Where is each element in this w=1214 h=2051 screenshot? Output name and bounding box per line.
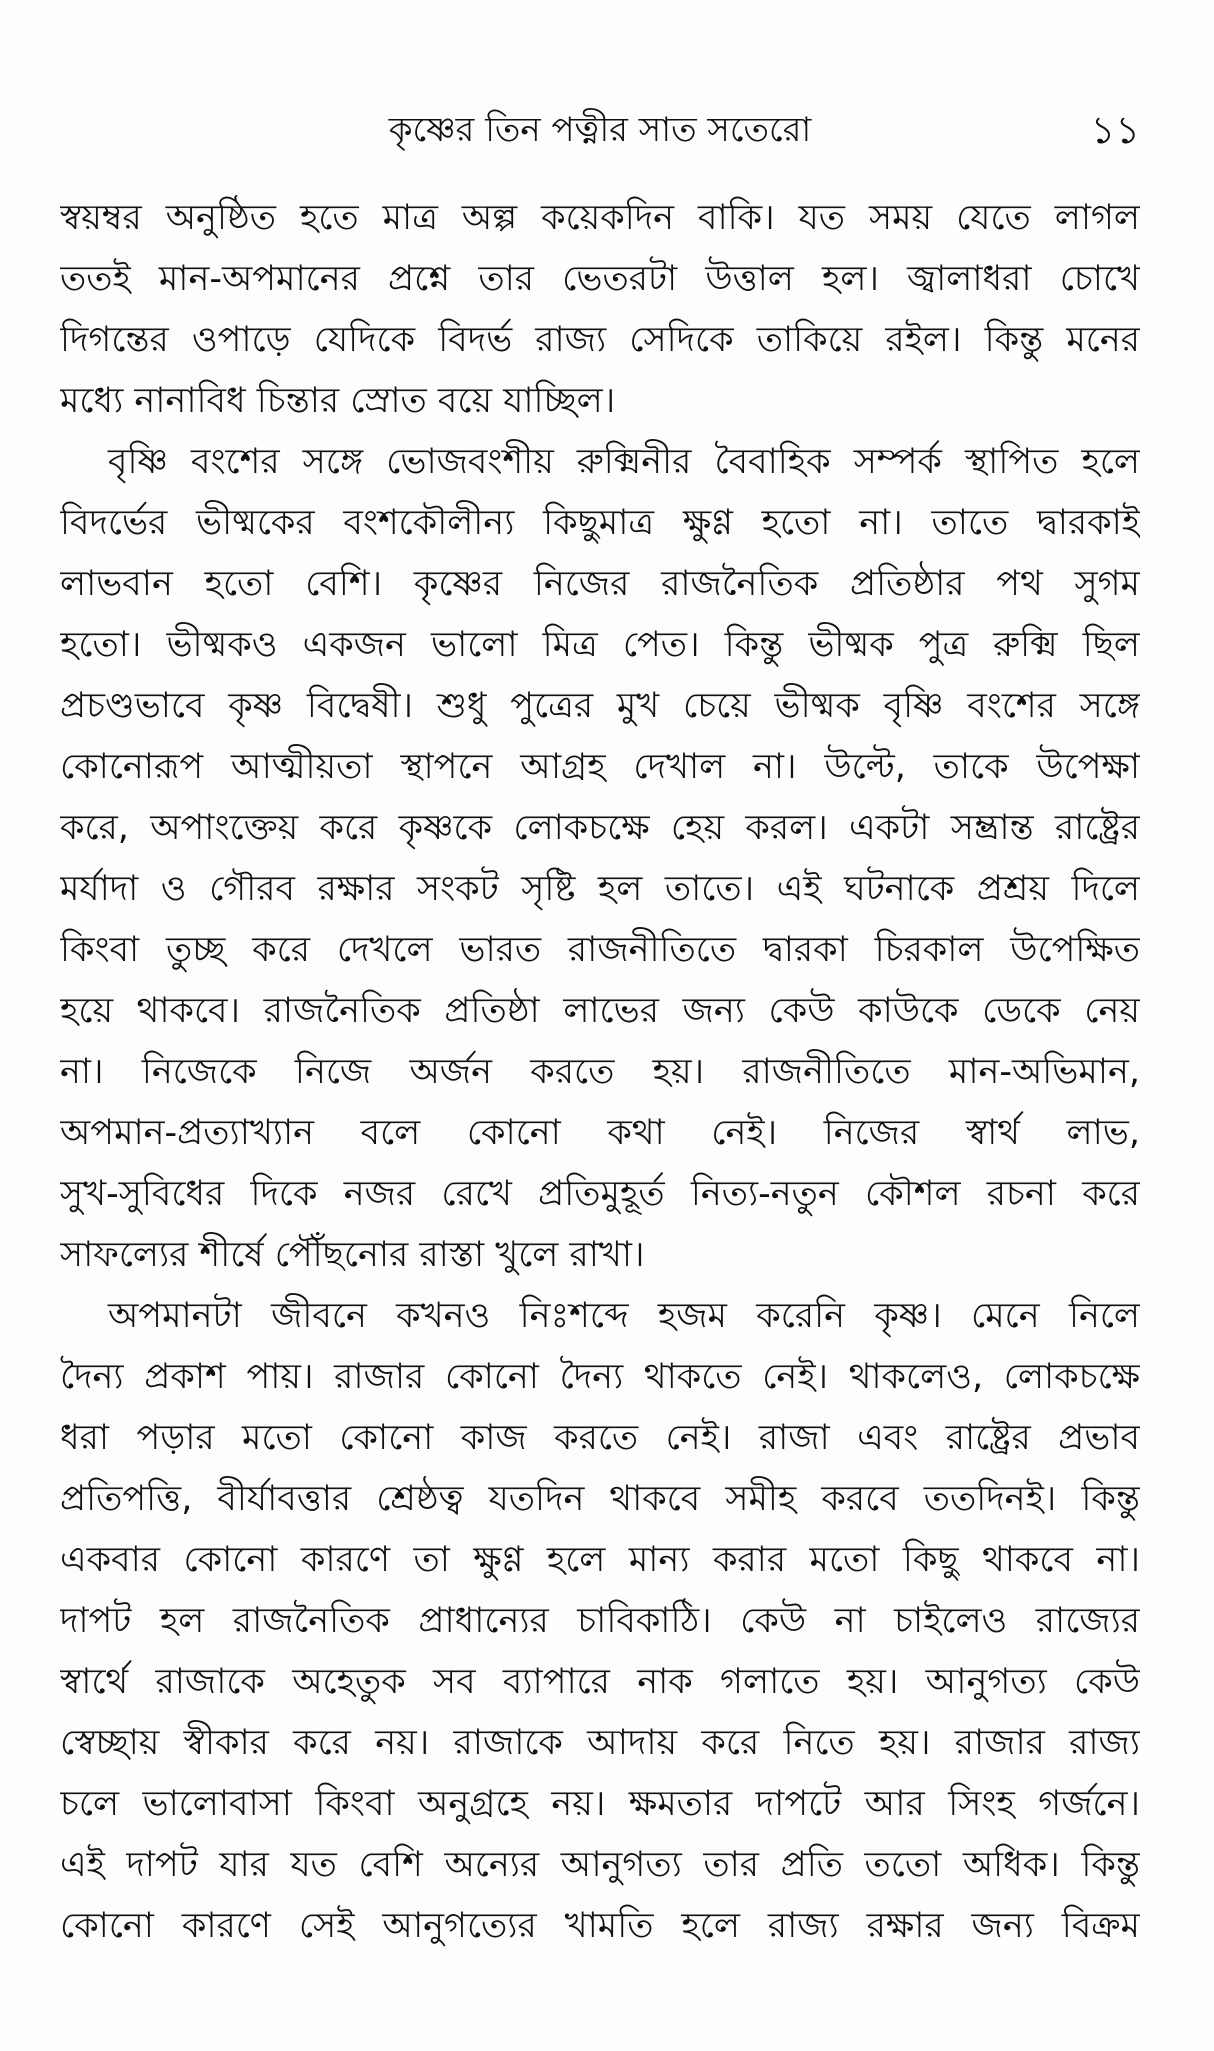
text-line: এই দাপট যার যত বেশি অন্যের আনুগত্য তার প্রতি ততো অধিক। কিন্তু [60, 1845, 1140, 1885]
text-line: হতো। ভীষ্মকও একজন ভালো মিত্র পেত। কিন্তু ভীষ্মক পুত্র রুক্মি ছিল [60, 625, 1140, 665]
text-line: স্বেচ্ছায় স্বীকার করে নয়। রাজাকে আদায় করে নিতে হয়। রাজার রাজ্য [60, 1723, 1140, 1763]
text-line: দাপট হল রাজনৈতিক প্রাধান্যের চাবিকাঠি। কেউ না চাইলেও রাজ্যের [60, 1601, 1140, 1641]
page-header [60, 100, 1140, 160]
text-line: মর্যাদা ও গৌরব রক্ষার সংকট সৃষ্টি হল তাতে। এই ঘটনাকে প্রশ্রয় দিলে [60, 869, 1140, 909]
text-line: মধ্যে নানাবিধ চিন্তার স্রোত বয়ে যাচ্ছিল। [60, 381, 616, 421]
paragraph-3 [60, 1286, 1140, 1957]
text-line: চলে ভালোবাসা কিংবা অনুগ্রহে নয়। ক্ষমতার দাপটে আর সিংহ গর্জনে। [60, 1784, 1140, 1824]
text-line: প্রতিপত্তি, বীর্যাবত্তার শ্রেষ্ঠত্ব যতদিন থাকবে সমীহ করবে ততদিনই। কিন্তু [60, 1479, 1140, 1519]
text-line: কিংবা তুচ্ছ করে দেখলে ভারত রাজনীতিতে দ্বারকা চিরকাল উপেক্ষিত [60, 930, 1140, 970]
running-title: কৃষ্ণের তিন পত্নীর সাত সতেরো [388, 110, 812, 150]
paragraph-1 [60, 188, 1140, 432]
body-text [60, 188, 1140, 1957]
text-line: সুখ-সুবিধের দিকে নজর রেখে প্রতিমুহূর্ত নিত্য-নতুন কৌশল রচনা করে [60, 1174, 1140, 1214]
text-line: বৃষ্ণি বংশের সঙ্গে ভোজবংশীয় রুক্মিনীর বৈবাহিক সম্পর্ক স্থাপিত হলে [108, 442, 1140, 482]
page-number: ১১ [1090, 108, 1140, 152]
text-line: করে, অপাংক্তেয় করে কৃষ্ণকে লোকচক্ষে হেয় করল। একটা সম্ভ্রান্ত রাষ্ট্রের [60, 808, 1140, 848]
text-line: কোনো কারণে সেই আনুগত্যের খামতি হলে রাজ্য রক্ষার জন্য বিক্রম [60, 1906, 1140, 1946]
text-line: ততই মান-অপমানের প্রশ্নে তার ভেতরটা উত্তাল হল। জ্বালাধরা চোখে [60, 259, 1140, 299]
text-line: স্বার্থে রাজাকে অহেতুক সব ব্যাপারে নাক গলাতে হয়। আনুগত্য কেউ [60, 1662, 1140, 1702]
text-line: প্রচণ্ডভাবে কৃষ্ণ বিদ্বেষী। শুধু পুত্রের মুখ চেয়ে ভীষ্মক বৃষ্ণি বংশের সঙ্গে [60, 686, 1140, 726]
text-line: একবার কোনো কারণে তা ক্ষুণ্ণ হলে মান্য করার মতো কিছু থাকবে না। [60, 1540, 1140, 1580]
text-line: হয়ে থাকবে। রাজনৈতিক প্রতিষ্ঠা লাভের জন্য কেউ কাউকে ডেকে নেয় [60, 991, 1140, 1031]
text-line: ধরা পড়ার মতো কোনো কাজ করতে নেই। রাজা এবং রাষ্ট্রের প্রভাব [60, 1418, 1140, 1458]
text-line: না। নিজেকে নিজে অর্জন করতে হয়। রাজনীতিতে মান-অভিমান, [60, 1052, 1140, 1092]
text-line: অপমান-প্রত্যাখ্যান বলে কোনো কথা নেই। নিজের স্বার্থ লাভ, [60, 1113, 1140, 1153]
text-line: দৈন্য প্রকাশ পায়। রাজার কোনো দৈন্য থাকতে নেই। থাকলেও, লোকচক্ষে [60, 1357, 1140, 1397]
text-line: স্বয়ম্বর অনুষ্ঠিত হতে মাত্র অল্প কয়েকদিন বাকি। যত সময় যেতে লাগল [60, 198, 1140, 238]
text-line: লাভবান হতো বেশি। কৃষ্ণের নিজের রাজনৈতিক প্রতিষ্ঠার পথ সুগম [60, 564, 1140, 604]
paragraph-2 [60, 432, 1140, 1286]
text-line: সাফল্যের শীর্ষে পৌঁছনোর রাস্তা খুলে রাখা। [60, 1235, 645, 1275]
text-line: অপমানটা জীবনে কখনও নিঃশব্দে হজম করেনি কৃষ্ণ। মেনে নিলে [108, 1296, 1140, 1336]
text-line: বিদর্ভের ভীষ্মকের বংশকৌলীন্য কিছুমাত্র ক্ষুণ্ণ হতো না। তাতে দ্বারকাই [60, 503, 1140, 543]
text-line: দিগন্তের ওপাড়ে যেদিকে বিদর্ভ রাজ্য সেদিকে তাকিয়ে রইল। কিন্তু মনের [60, 320, 1140, 360]
text-line: কোনোরূপ আত্মীয়তা স্থাপনে আগ্রহ দেখাল না। উল্টে, তাকে উপেক্ষা [60, 747, 1140, 787]
